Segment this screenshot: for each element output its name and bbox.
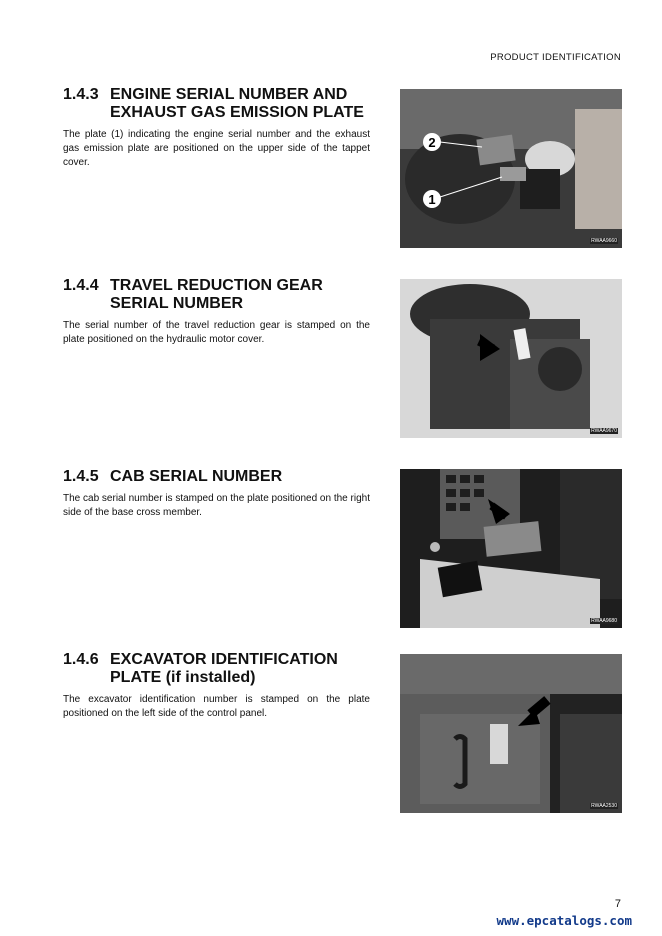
section-title-line2: EXHAUST GAS EMISSION PLATE — [110, 104, 364, 121]
photo-code: RWAA2530 — [591, 803, 617, 809]
section-1-4-6 — [63, 651, 370, 721]
photo-code: RWAA9660 — [591, 238, 617, 244]
section-title-line2: PLATE (if installed) — [110, 669, 256, 686]
section-number: 1.4.5 — [63, 468, 99, 485]
page-number: 7 — [614, 898, 621, 910]
section-1-4-4 — [63, 277, 370, 347]
section-body: The serial number of the travel reduction gear is stamped on the plate positioned on the hydraulic motor cover. — [63, 320, 370, 345]
running-header: PRODUCT IDENTIFICATION — [490, 52, 621, 63]
section-title-line1: CAB SERIAL NUMBER — [110, 468, 283, 485]
section-title — [63, 277, 370, 313]
section-title-line1: ENGINE SERIAL NUMBER AND — [110, 86, 348, 103]
cab-photo — [400, 469, 622, 628]
section-1-4-3 — [63, 86, 370, 170]
section-number: 1.4.4 — [63, 277, 99, 294]
section-title — [63, 468, 370, 486]
section-title-line1: EXCAVATOR IDENTIFICATION — [110, 651, 338, 668]
section-1-4-5 — [63, 468, 370, 520]
section-title-line1: TRAVEL REDUCTION GEAR — [110, 277, 323, 294]
section-title — [63, 651, 370, 687]
section-title — [63, 86, 370, 122]
section-body: The plate (1) indicating the engine serial number and the exhaust gas emission plate are positioned on the upper side of the tappet cover. — [63, 129, 370, 168]
travel-gear-photo — [400, 279, 622, 438]
section-number: 1.4.3 — [63, 86, 99, 103]
section-body: The cab serial number is stamped on the plate positioned on the right side of the base cross member. — [63, 493, 370, 518]
callout-1: 1 — [428, 192, 436, 207]
website-watermark[interactable]: www.epcatalogs.com — [496, 913, 632, 928]
photo-code: RWAA9680 — [591, 618, 617, 624]
photo-code: RWAA9670 — [591, 428, 617, 434]
engine-plate-photo — [400, 89, 622, 248]
excavator-plate-photo — [400, 654, 622, 813]
section-number: 1.4.6 — [63, 651, 99, 668]
section-title-line2: SERIAL NUMBER — [110, 295, 244, 312]
callout-2: 2 — [428, 135, 436, 150]
section-body: The excavator identification number is stamped on the plate positioned on the left side of the control panel. — [63, 694, 370, 719]
